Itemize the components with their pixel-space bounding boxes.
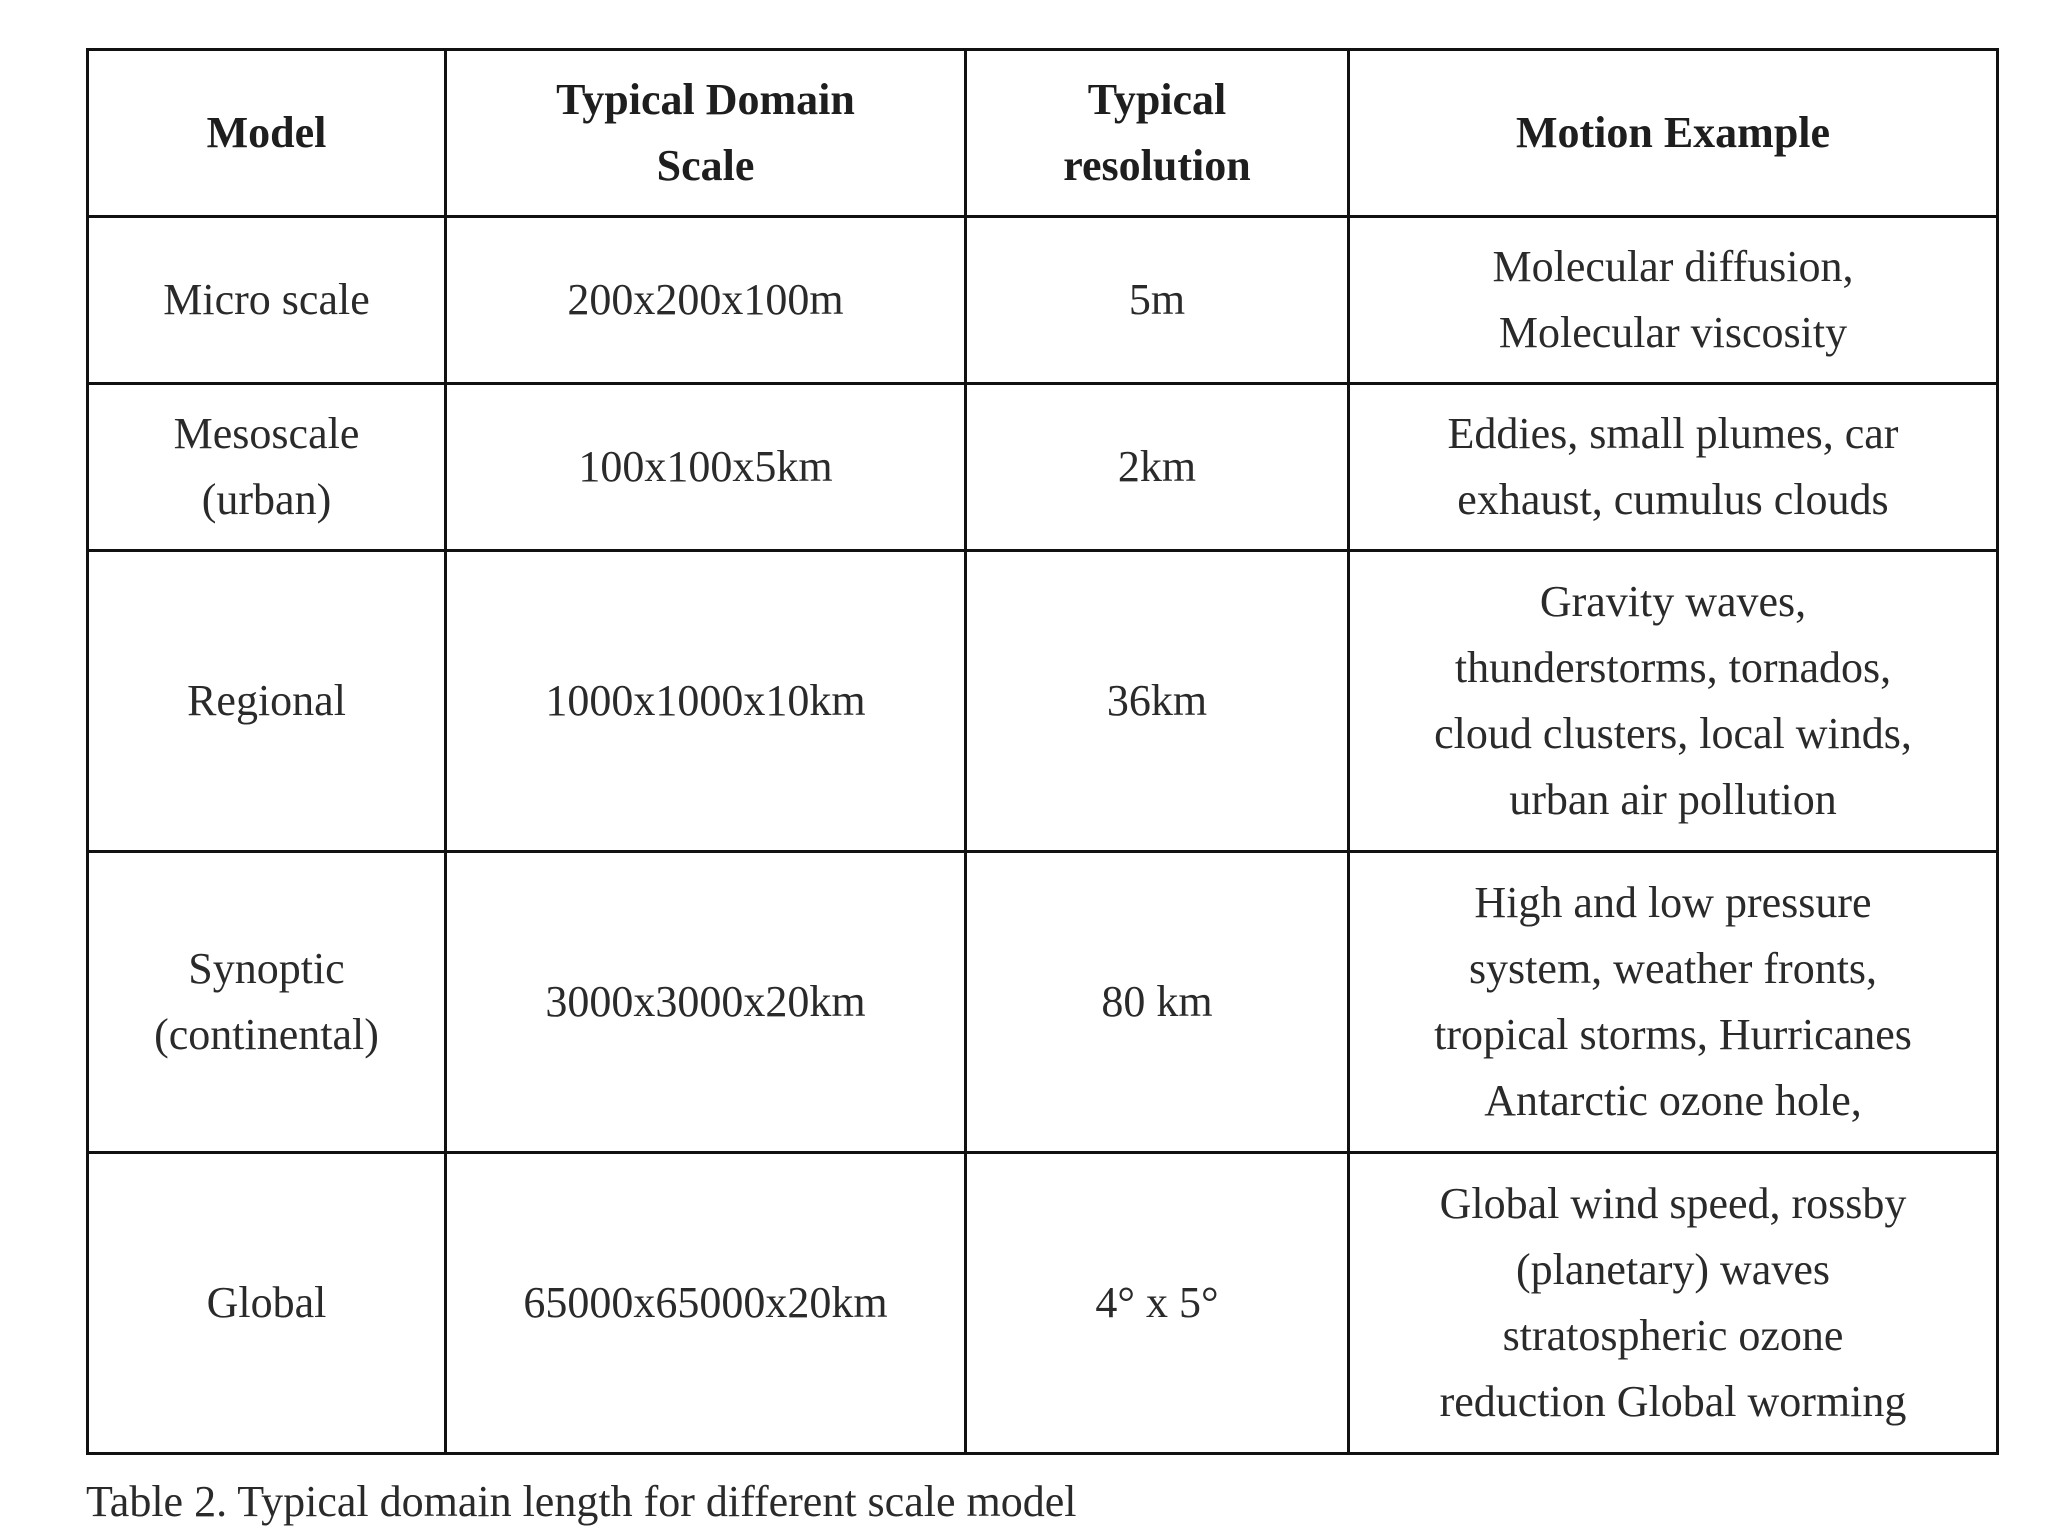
table-header-row [88, 50, 1998, 217]
cell-domain-scale: 3000x3000x20km [446, 852, 966, 1153]
cell-resolution: 5m [966, 217, 1349, 384]
cell-motion-example: Global wind speed, rossby (planetary) waves stratospheric ozone reduction Global worming [1349, 1153, 1998, 1454]
cell-domain-scale: 65000x65000x20km [446, 1153, 966, 1454]
table-row [88, 384, 1998, 551]
cell-model: Regional [88, 551, 446, 852]
header-motion-example: Motion Example [1349, 50, 1998, 217]
cell-resolution: 80 km [966, 852, 1349, 1153]
cell-motion-example: High and low pressure system, weather fronts, tropical storms, Hurricanes Antarctic ozone hole, [1349, 852, 1998, 1153]
cell-motion-example: Gravity waves, thunderstorms, tornados, cloud clusters, local winds, urban air pollution [1349, 551, 1998, 852]
cell-resolution: 36km [966, 551, 1349, 852]
cell-motion-example: Eddies, small plumes, car exhaust, cumulus clouds [1349, 384, 1998, 551]
cell-motion-example: Molecular diffusion, Molecular viscosity [1349, 217, 1998, 384]
cell-model: Global [88, 1153, 446, 1454]
cell-domain-scale: 1000x1000x10km [446, 551, 966, 852]
table-row [88, 852, 1998, 1153]
table-caption: Table 2. Typical domain length for different scale model [86, 1477, 1077, 1526]
cell-resolution: 4° x 5° [966, 1153, 1349, 1454]
cell-domain-scale: 200x200x100m [446, 217, 966, 384]
table-row [88, 551, 1998, 852]
scale-model-table [86, 48, 1999, 1455]
table-row [88, 1153, 1998, 1454]
cell-model: Micro scale [88, 217, 446, 384]
header-typical-domain-scale: Typical Domain Scale [446, 50, 966, 217]
cell-model: Synoptic (continental) [88, 852, 446, 1153]
header-typical-resolution: Typical resolution [966, 50, 1349, 217]
cell-domain-scale: 100x100x5km [446, 384, 966, 551]
cell-model: Mesoscale (urban) [88, 384, 446, 551]
header-model: Model [88, 50, 446, 217]
cell-resolution: 2km [966, 384, 1349, 551]
table-row [88, 217, 1998, 384]
